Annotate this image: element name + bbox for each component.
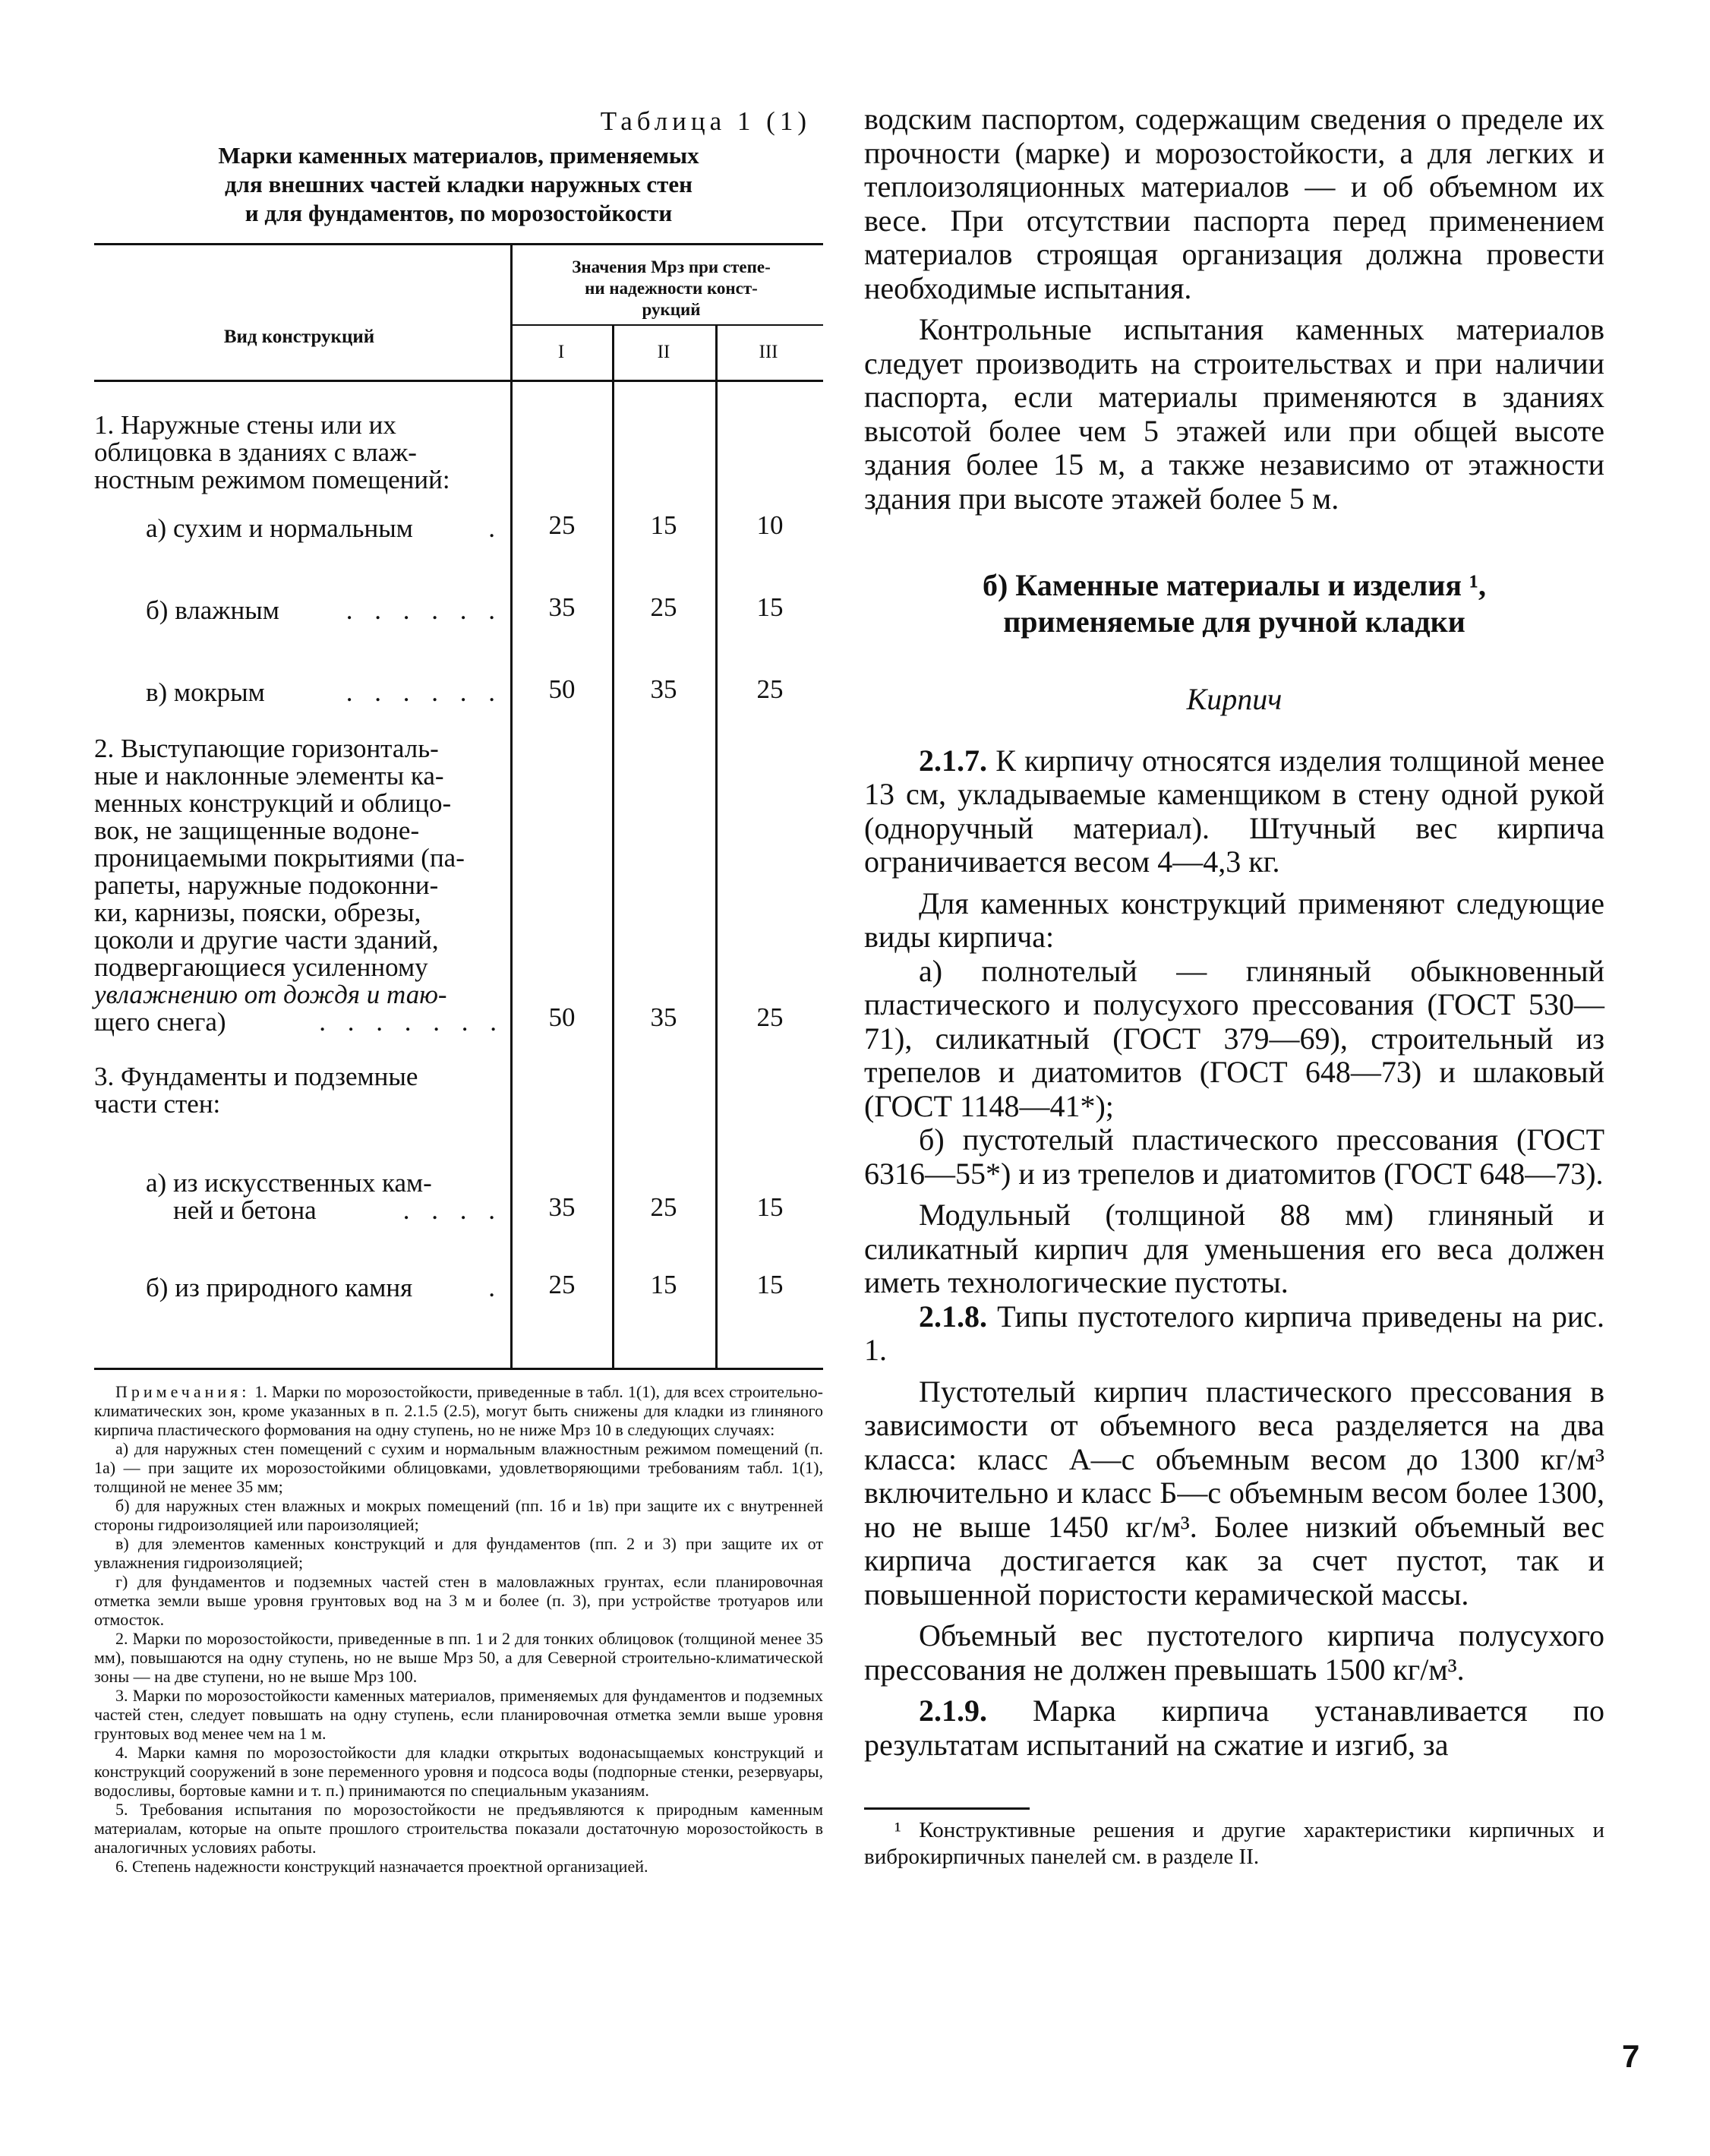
- paragraph-volume-weight: Объемный вес пустотелого кирпича полусухого прессования не должен превышать 1500 кг/м³.: [864, 1618, 1604, 1687]
- row-2-heading: [94, 735, 504, 1036]
- page-number: 7: [1622, 2038, 1640, 2074]
- row-1c-label: [146, 679, 503, 706]
- paragraph-hollow-brick: б) пустотелый пластического прессования (ГОСТ 6316—55*) и из трепелов и диатомитов (ГОСТ 648—73).: [864, 1122, 1604, 1191]
- header-values-line: ни надежности конст-: [585, 279, 758, 298]
- row-label-text: а) сухим и нормальным: [146, 513, 413, 543]
- clause-number: 2.1.7.: [919, 743, 987, 778]
- header-degree-1: I: [557, 342, 565, 362]
- row-line: а) из искусственных кам-: [146, 1168, 432, 1198]
- section-title: [864, 567, 1604, 640]
- value-cell: 10: [756, 510, 784, 540]
- row-line: 1. Наружные стены или их: [94, 410, 396, 440]
- leader-dots: .: [488, 1273, 503, 1302]
- right-column: [864, 103, 1604, 1870]
- table-notes: [94, 1382, 823, 1876]
- leader-dots: . . . . . .: [345, 595, 503, 625]
- footnote-rule: [864, 1807, 1030, 1810]
- row-3a-label: [146, 1170, 503, 1224]
- header-values-line: рукций: [642, 300, 701, 319]
- value-cell: 15: [650, 510, 677, 540]
- clause-number: 2.1.9.: [919, 1694, 987, 1728]
- table-title: [94, 141, 823, 228]
- note-1a: а) для наружных стен помещений с сухим и нормальным влажностным режимом помещений (п. 1а) — при защите их морозостойкими облицовками, удовлетворяющими требованиям табл. 1(1), толщиной не менее 35 мм;: [94, 1439, 823, 1496]
- row-line: части стен:: [94, 1089, 221, 1119]
- leader-dots: . . . . . .: [345, 677, 503, 707]
- note-3: 3. Марки по морозостойкости каменных материалов, применяемых для фундаментов и подземных частей стен, следует повышать на одну ступень, если планировочная отметка земли выше уровня грунтовых вод менее чем на 1 м.: [94, 1686, 823, 1743]
- row-line: облицовка в зданиях с влаж-: [94, 437, 417, 467]
- header-degree-3: III: [759, 342, 778, 362]
- row-line: 2. Выступающие горизонталь-: [94, 734, 439, 763]
- note-6: 6. Степень надежности конструкций назначается проектной организацией.: [115, 1857, 648, 1876]
- table-caption: Таблица 1 (1): [600, 106, 811, 136]
- row-line: проницаемыми покрытиями (па-: [94, 843, 465, 873]
- section-title-line: б) Каменные материалы и изделия ¹,: [982, 568, 1487, 602]
- row-label-text: ней и бетона: [173, 1195, 317, 1225]
- section-title-line: применяемые для ручной кладки: [1003, 605, 1465, 639]
- paragraph-text: Типы пустотелого кирпича приведены на рис. 1.: [864, 1299, 1604, 1367]
- table-title-line: и для фундаментов, по морозостойкости: [245, 200, 673, 226]
- row-3b-label: [146, 1274, 503, 1302]
- value-cell: 15: [650, 1270, 677, 1299]
- paragraph-modular-brick: Модульный (толщиной 88 мм) глиняный и силикатный кирпич для уменьшения его веса должен иметь технологические пустоты.: [864, 1198, 1604, 1299]
- table-bottom-rule: [94, 1368, 823, 1370]
- value-cell: 35: [548, 1192, 576, 1222]
- paragraph-2-1-8: [864, 1300, 1604, 1368]
- value-cell: 35: [650, 1002, 677, 1032]
- note-2: 2. Марки по морозостойкости, приведенные в пп. 1 и 2 для тонких облицовок (толщиной менее 35 мм), повышаются на одну ступень, но не выше Мрз 50, а для Северной строительно-климатической зоны — на две ступени, но не выше Мрз 100.: [94, 1629, 823, 1686]
- row-1a-label: [146, 515, 503, 542]
- note-1d: г) для фундаментов и подземных частей стен в маловлажных грунтах, если планировочная отметка земли выше уровня грунтовых вод на 3 м и более (п. 3), при устройстве тротуаров или отмосток.: [94, 1572, 823, 1629]
- note-5: 5. Требования испытания по морозостойкости не предъявляются к природным каменным материалам, которые на опыте прошлого строительства показали достаточную морозостойкость в аналогичных условиях работы.: [94, 1800, 823, 1857]
- subsection-title: Кирпич: [1186, 682, 1282, 716]
- value-cell: 25: [548, 1270, 576, 1299]
- row-line: ные и наклонные элементы ка-: [94, 761, 444, 791]
- leader-dots: . . . . . . .: [319, 1007, 504, 1037]
- row-label-text: б) влажным: [146, 595, 279, 625]
- header-construction-type: Вид конструкций: [223, 327, 375, 347]
- note-text: 1. Марки по морозостойкости, приведенные в табл. 1(1), для всех строительно-климатических зон, кроме указанных в п. 2.1.5 (2.5), могут быть снижены для кладки из глиняного кирпича пластического формования на одну ступень, но не ниже Мрз 10 в следующих случаях:: [94, 1382, 824, 1439]
- value-cell: 15: [756, 592, 784, 622]
- row-line: менных конструкций и облицо-: [94, 788, 452, 818]
- paragraph-continuation: водским паспортом, содержащим сведения о пределе их прочности (марке) и морозостойкости, а для легких и теплоизоляционных материалов — и об объемном их весе. При отсутствии паспорта перед применением материалов строящая организация должна провести необходимые испытания.: [864, 102, 1604, 305]
- leader-dots: . . . .: [402, 1195, 503, 1225]
- frost-resistance-table: [94, 243, 823, 1370]
- header-bottom-rule: [94, 380, 823, 382]
- paragraph-solid-brick: а) полнотелый — глиняный обыкновенный пластического и полусухого прессования (ГОСТ 530—71), силикатный (ГОСТ 379—69), строительный из трепелов и диатомитов (ГОСТ 648—73) и шлаковый (ГОСТ 1148—41*);: [864, 953, 1604, 1123]
- row-label-text: б) из природного камня: [146, 1273, 413, 1302]
- note-1b: б) для наружных стен влажных и мокрых помещений (пп. 1б и 1в) при защите их с внутренней стороны гидроизоляцией или пароизоляцией;: [94, 1496, 823, 1534]
- table-title-line: для внешних частей кладки наружных стен: [224, 171, 693, 197]
- footnote: ¹ Конструктивные решения и другие характеристики кирпичных и виброкирпичных панелей см. в разделе II.: [864, 1818, 1604, 1869]
- row-1b-label: [146, 597, 503, 624]
- value-cell: 35: [650, 674, 677, 704]
- row-2-last-line: [94, 1009, 504, 1036]
- row-3-heading: [94, 1063, 504, 1118]
- value-cell: 25: [548, 510, 576, 540]
- value-cell: 50: [548, 1002, 576, 1032]
- table-top-rule: [94, 243, 823, 245]
- left-column: [94, 106, 823, 1876]
- row-line: 3. Фундаменты и подземные: [94, 1062, 418, 1091]
- row-label-text: в) мокрым: [146, 677, 265, 707]
- paragraph-2-1-9: [864, 1694, 1604, 1762]
- row-label-text: щего снега): [94, 1007, 226, 1037]
- value-cell: 15: [756, 1192, 784, 1222]
- value-cell: 25: [756, 674, 784, 704]
- note-1: [94, 1382, 823, 1439]
- row-1-heading: [94, 412, 504, 494]
- value-cell: 35: [548, 592, 576, 622]
- row-line: рапеты, наружные подоконни-: [94, 870, 439, 900]
- value-cell: 15: [756, 1270, 784, 1299]
- value-cell: 25: [650, 1192, 677, 1222]
- col-divider: [715, 324, 718, 1370]
- value-cell: 25: [650, 592, 677, 622]
- row-3a-second-line: [146, 1197, 503, 1224]
- header-mid-rule: [510, 324, 823, 326]
- paragraph-control-tests: Контрольные испытания каменных материалов следует производить на строительствах и при наличии паспорта, если материалы применяются в зданиях высотой более чем 5 этажей или при общей высоте здания более 15 м, а также независимо от этажности здания при высоте этажей более 5 м.: [864, 312, 1604, 516]
- header-values-line: Значения Мрз при степе-: [572, 257, 771, 276]
- leader-dots: .: [488, 513, 503, 543]
- row-line: ностным режимом помещений:: [94, 465, 450, 494]
- paragraph-2-1-7: [864, 744, 1604, 879]
- col-divider: [612, 324, 614, 1370]
- header-degree-2: II: [657, 342, 670, 362]
- row-line: цоколи и другие части зданий,: [94, 925, 439, 955]
- notes-heading: Примечания:: [115, 1382, 251, 1401]
- row-line: ки, карнизы, пояски, обрезы,: [94, 898, 421, 927]
- paragraph-brick-types: Для каменных конструкций применяют следующие виды кирпича:: [864, 885, 1604, 954]
- paragraph-hollow-classes: Пустотелый кирпич пластического прессования в зависимости от объемного веса разделяется на два класса: класс А—с объемным весом до 1300 кг/м³ включительно и класс Б—с объемным весом более 1300, но не выше 1450 кг/м³. Более низкий объемный вес кирпича достигается как за счет пустот, так и повышенной пористости керамической массы.: [864, 1374, 1604, 1611]
- value-cell: 25: [756, 1002, 784, 1032]
- note-1c: в) для элементов каменных конструкций и для фундаментов (пп. 2 и 3) при защите их от увлажнения гидроизоляцией;: [94, 1534, 823, 1572]
- paragraph-text: Марка кирпича устанавливается по результатам испытаний на сжатие и изгиб, за: [864, 1694, 1604, 1762]
- paragraph-text: К кирпичу относятся изделия толщиной менее 13 см, укладываемые каменщиком в стену одной рукой (одноручный материал). Штучный вес кирпича ограничивается весом 4—4,3 кг.: [864, 743, 1604, 879]
- note-4: 4. Марки камня по морозостойкости для кладки открытых водонасыщаемых конструкций и конструкций сооружений в зоне переменного уровня и подсоса воды (подпорные стенки, резервуары, водосливы, бортовые камни и т. п.) принимаются по специальным указаниям.: [94, 1743, 823, 1800]
- value-cell: 50: [548, 674, 576, 704]
- row-line: вок, не защищенные водоне-: [94, 816, 420, 845]
- row-line: увлажнению от дождя и таю-: [94, 980, 447, 1009]
- header-values: [519, 257, 823, 320]
- clause-number: 2.1.8.: [919, 1299, 987, 1334]
- col-divider: [510, 243, 513, 1370]
- table-title-line: Марки каменных материалов, применяемых: [218, 142, 699, 169]
- row-line: подвергающиеся усиленному: [94, 952, 428, 982]
